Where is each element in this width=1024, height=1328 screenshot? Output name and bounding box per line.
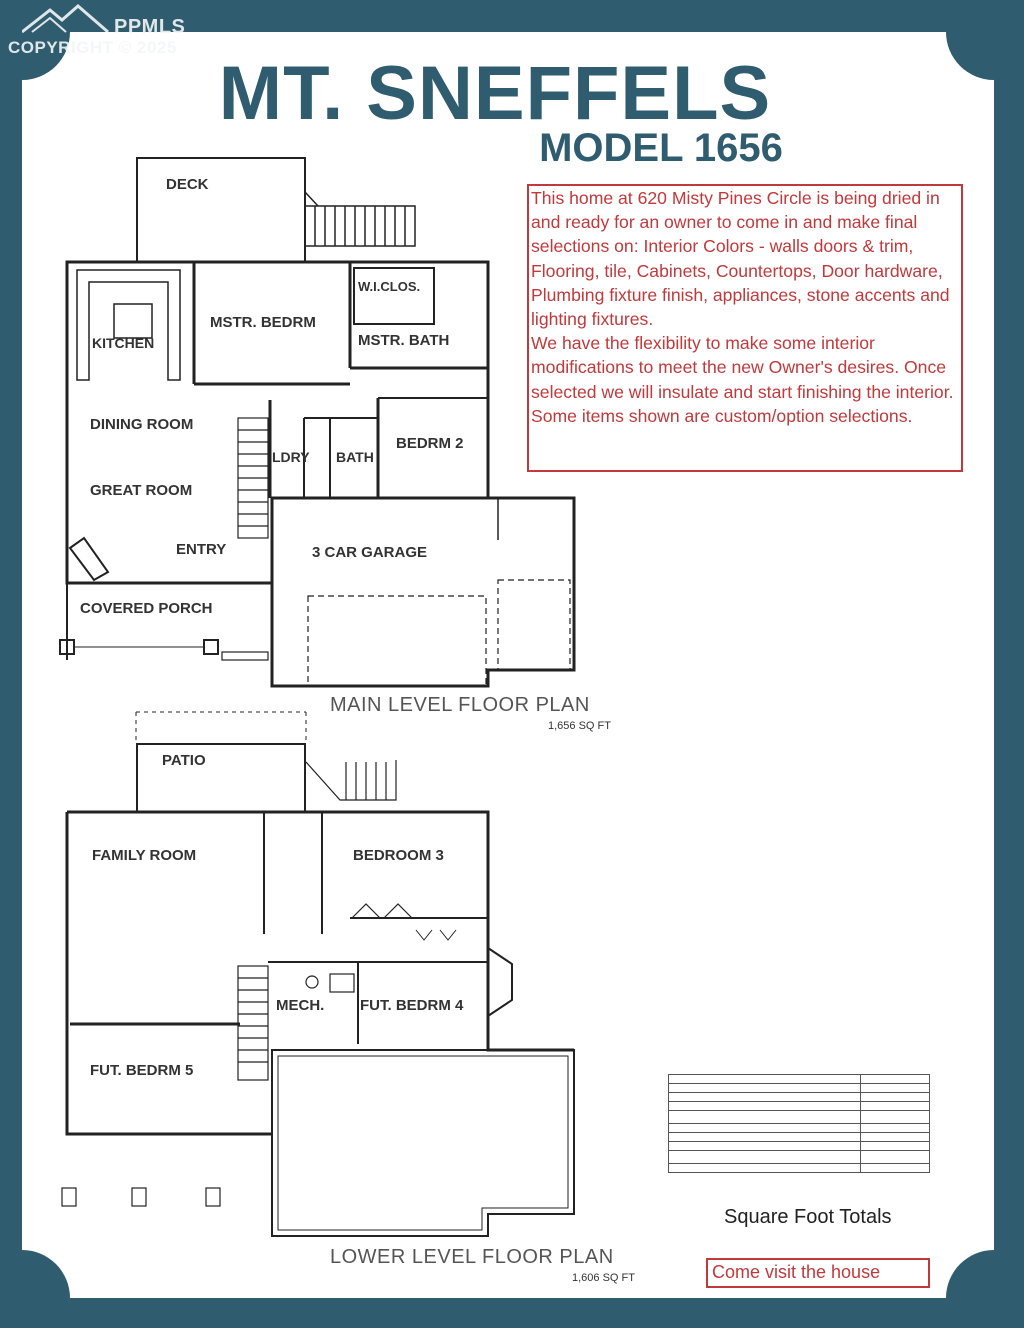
table-row [669,1164,930,1173]
room-label-fut-bedroom-4: FUT. BEDRM 4 [360,997,464,1014]
table-row [669,1111,930,1124]
table-row [669,1093,930,1102]
room-label-master-bath: MSTR. BATH [358,332,450,349]
lower-level-label: LOWER LEVEL FLOOR PLAN [330,1246,614,1268]
table-row [669,1151,930,1164]
room-label-master-bedroom: MSTR. BEDRM [210,314,316,331]
main-level-label: MAIN LEVEL FLOOR PLAN [330,694,590,716]
model-subtitle: MODEL 1656 [539,126,783,170]
table-row [669,1133,930,1142]
visit-house-note: Come visit the house [706,1258,930,1288]
notes-paragraph: Some items shown are custom/option selections. [531,405,913,426]
room-label-dining-room: DINING ROOM [90,416,194,433]
square-foot-totals-label: Square Foot Totals [724,1206,892,1228]
notes-paragraph: We have the flexibility to make some interior modifications to meet the new Owner's desires. Once selected we will insulate and start finishing the interior. [531,333,954,402]
watermark-copyright: COPYRIGHT © 2025 [8,38,177,57]
table-row [669,1084,930,1093]
notes-paragraph: This home at 620 Misty Pines Circle is being dried in and ready for an owner to come in and make final selections on: Interior Colors - walls doors & trim, Flooring, tile, Cabinets, Countertops, Door hardware, Plumbing fixture finish, appliances, stone accents and lighting fixtures. [531,188,950,330]
room-label-covered-porch: COVERED PORCH [80,600,213,617]
square-foot-table [668,1074,930,1173]
room-label-family-room: FAMILY ROOM [92,847,197,864]
room-label-garage: 3 CAR GARAGE [312,544,428,561]
room-label-mech: MECH. [276,997,325,1014]
room-label-patio: PATIO [162,752,206,769]
watermark-name: PPMLS [114,16,186,38]
lower-level-sqft: 1,606 SQ FT [572,1272,635,1284]
table-row [669,1124,930,1133]
table-row [669,1142,930,1151]
main-level-sqft: 1,656 SQ FT [548,720,611,732]
room-label-entry: ENTRY [176,541,227,558]
table-row [669,1075,930,1084]
room-label-bedroom-2: BEDRM 2 [396,435,464,452]
table-row [669,1102,930,1111]
room-label-bedroom-3: BEDROOM 3 [353,847,444,864]
page-title: MT. SNEFFELS [218,51,772,136]
room-label-great-room: GREAT ROOM [90,482,193,499]
room-label-bath: BATH [336,449,374,465]
room-label-laundry: LDRY [272,449,310,465]
room-label-walk-in-closet: W.I.CLOS. [358,279,421,294]
room-label-fut-bedroom-5: FUT. BEDRM 5 [90,1062,194,1079]
room-label-kitchen: KITCHEN [92,335,155,351]
room-label-deck: DECK [166,176,209,193]
